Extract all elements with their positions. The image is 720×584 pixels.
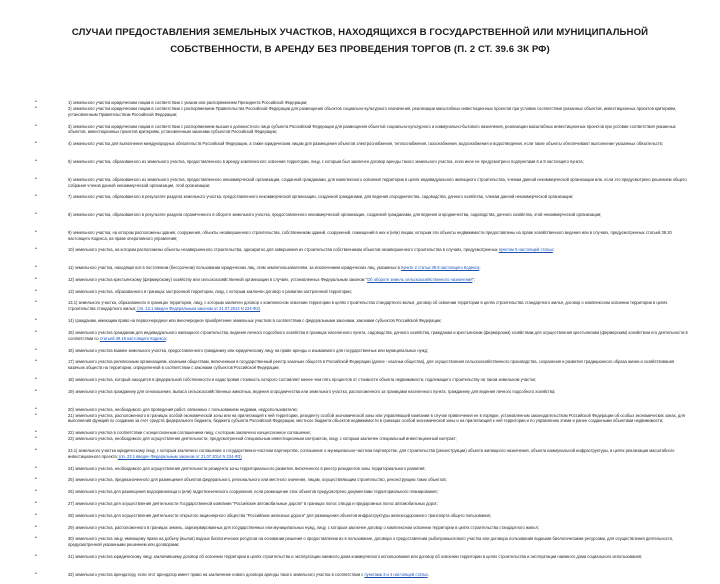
list-item-text: 24) земельного участка, необходимого для осуществления деятельности резидента зоны территориального развития, включенного в реестр резидентов зоны территориального развития; bbox=[68, 465, 426, 471]
list-item bbox=[30, 177, 690, 195]
list-item bbox=[30, 265, 690, 277]
list-item-text: 13.1) земельного участка, образованного в границах территории, лицу, с которым заключен договор о комплексном освоении территории в целях строительства стандартного жилья, договор об освоении территории в целях строительства стандартного жилья, договор о комплексном освоении территории в целях строительства стандартного жилья; bbox=[68, 300, 668, 312]
list-item bbox=[30, 377, 690, 389]
list-item-text: 29) земельного участка, расположенного в границах земель, зарезервированных для государственных или муниципальных нужд, лицу, с которым заключен договор о комплексном освоении территории в целях строительства стандартного жилья; bbox=[68, 524, 539, 530]
list-item bbox=[30, 554, 690, 572]
reference-link[interactable]: пунктами 3 и 4 настоящей статьи bbox=[364, 571, 428, 577]
amendment-note[interactable]: (пп. 13.1 введен Федеральным законом от 21.07.2014 N 224-ФЗ) bbox=[136, 306, 261, 312]
list-item-text: 10) земельного участка, на котором расположены объекты незавершенного строительства, однократно для завершения их строительства собственникам объектов незавершенного строительства в случаях, предусмотренных пунктом 5 настоящей статьи; bbox=[68, 247, 554, 253]
list-item-text: 31) земельного участка юридическому лицу, заключившему договор об освоении территории в целях строительства и эксплуатации наемного дома коммерческого использования или договор об освоении территории в целях строительства и эксплуатации наемного дома социального использования; bbox=[68, 554, 643, 560]
list-item-text: 16) земельного участка взамен земельного участка, предоставленного гражданину или юридическому лицу на праве аренды и изымаемого для государственных или муниципальных нужд; bbox=[68, 347, 428, 353]
list-item bbox=[30, 413, 690, 431]
list-item-text: 7) земельного участка, образованного в результате раздела земельного участка, предоставленного некоммерческой организации, созданной гражданами, для ведения огородничества, садоводства, дачного хозяйства, членам данной некоммерческой организации; bbox=[68, 194, 574, 200]
list-item bbox=[30, 300, 690, 318]
list-item-text: 12) земельного участка крестьянскому (фермерскому) хозяйству или сельскохозяйственной организации в случаях, установленных Федеральным законом "Об обороте земель сельскохозяйственного назначения"; bbox=[68, 276, 476, 282]
list-item-text: 25) земельного участка, предназначенного для размещения объектов федерального, регионального или местного значения, лицам, осуществляющим строительство, реконструкцию таких объектов; bbox=[68, 477, 447, 483]
list-item-text: 28) земельного участка для осуществления деятельности открытого акционерного общества "Российские железные дороги" для размещения объектов инфраструктуры железнодорожного транспорта общего пользования; bbox=[68, 512, 491, 518]
list-item bbox=[30, 489, 690, 501]
list-item bbox=[30, 477, 690, 489]
list-item bbox=[30, 277, 690, 289]
list-item bbox=[30, 389, 690, 407]
list-item bbox=[30, 448, 690, 466]
list-item bbox=[30, 572, 690, 584]
list-item-text: 8) земельного участка, образованного в результате раздела ограниченного в обороте земельного участка, предоставленного некоммерческой организации, созданной гражданами, для ведения огородничества, садоводства, дачного хозяйства, этой некоммерческой организации; bbox=[68, 212, 602, 218]
list-item bbox=[30, 289, 690, 301]
list-item-text: 17) земельного участка религиозным организациям, казачьим обществам, включенным в государственный реестр казачьих обществ в Российской Федерации (далее - казачьи общества), для осуществления сельскохозяйственного производства, сохранения и развития традиционного образа жизни и хозяйствования казачьих обществ на территории, определенной в соответствии с законами субъектов Российской Федерации; bbox=[68, 359, 675, 371]
list-item-text: 11) земельного участка, находящегося в постоянном (бессрочном) пользовании юридических лиц, этим землепользователям, за исключением юридических лиц, указанных в пункте 2 статьи 39.9 настоящего Кодекса; bbox=[68, 265, 481, 271]
list-item bbox=[30, 318, 690, 330]
list-item bbox=[30, 513, 690, 525]
list-item bbox=[30, 436, 690, 448]
list-item-text: 23.1) земельного участка юридическому лицу, с которым заключено соглашение о государственно-частном партнерстве, соглашение о муниципально-частном партнерстве, для строительства (реконструкции) объекта жилищного назначения, объекта коммунальной инфраструктуры, в целях реализации масштабного инвестиционного проекта; bbox=[68, 447, 675, 459]
list-item-text: 32) земельного участка арендатору, если этот арендатор имеет право на заключение нового договора аренды такого земельного участка в соответствии с пунктами 3 и 4 настоящей статьи. bbox=[68, 571, 429, 577]
list-item bbox=[30, 106, 690, 124]
list-item bbox=[30, 212, 690, 230]
list-item-text: 4) земельного участка для выполнения международных обязательств Российской Федерации, а также юридическим лицам для размещения объектов электроснабжения, теплоснабжения, газоснабжения, водоснабжения и водоотведения, если такие объекты обеспечивают выполнение указанных обязательств; bbox=[68, 141, 663, 147]
list-item bbox=[30, 348, 690, 360]
list-item bbox=[30, 230, 690, 248]
list-item-text: 23) земельного участка, необходимого для осуществления деятельности, предусмотренной специальным инвестиционным контрактом, лицу, с которым заключен специальный инвестиционный контракт; bbox=[68, 436, 457, 442]
list-item-text: 19) земельного участка гражданину для сенокошения, выпаса сельскохозяйственных животных, ведения огородничества или земельного участка, расположенного за границами населенного пункта, гражданину для ведения личного подсобного хозяйства; bbox=[68, 388, 556, 394]
list-item-text: 2) земельного участка юридическим лицам в соответствии с распоряжением Правительства Российской Федерации для размещения объектов социально-культурного назначения, реализации масштабных инвестиционных проектов при условии соответствия указанных объектов, инвестиционных проектов критериям, установленным Правительством Российской Федерации; bbox=[68, 105, 677, 117]
list-item-text: 18) земельного участка, который находится в федеральной собственности и кадастровая стоимость которого составляет менее чем пять процентов от стоимости объекта недвижимости, подлежащего строительству на таком земельном участке; bbox=[68, 377, 537, 383]
list-item-text: 3) земельного участка юридическим лицам в соответствии с распоряжением высшего должностного лица субъекта Российской Федерации для размещения объектов социально-культурного и коммунально-бытового назначения, реализации масштабных инвестиционных проектов при условии соответствия указанных объектов, инвестиционных проектов критериям, установленным законами субъектов Российской Федерации; bbox=[68, 123, 676, 135]
list-item-text: 20) земельного участка, необходимого для проведения работ, связанных с пользованием недрами, недропользователю; bbox=[68, 406, 298, 412]
reference-link[interactable]: статьей 39.18 настоящего Кодекса bbox=[99, 335, 166, 341]
list-item bbox=[30, 194, 690, 212]
list-item-text: 15) земельного участка гражданам для индивидуального жилищного строительства, ведения личного подсобного хозяйства в границах населенного пункта, садоводства, дачного хозяйства, гражданам и крестьянским (фермерским) хозяйствам для осуществления крестьянским (фермерским) хозяйством его деятельности в соответствии со статьей 39.18 настоящего Кодекса; bbox=[68, 329, 688, 341]
list-item bbox=[30, 466, 690, 478]
reference-link[interactable]: пунктом 5 настоящей статьи bbox=[498, 247, 553, 253]
list-item-text: 5) земельного участка, образованного из земельного участка, предоставленного в аренду комплексного освоения территории, лицу, с которым был заключен договор аренды такого земельного участка, если иное не предусмотрено подпунктами 6 и 8 настоящего пункта; bbox=[68, 158, 584, 164]
page-title: СЛУЧАИ ПРЕДОСТАВЛЕНИЯ ЗЕМЕЛЬНЫХ УЧАСТКОВ, НАХОДЯЩИХСЯ В ГОСУДАРСТВЕННОЙ ИЛИ МУНИЦИПАЛЬНОЙ СОБСТВЕННОСТИ, В АРЕНДУ БЕЗ ПРОВЕДЕНИЯ ТОРГОВ (П. 2 СТ. 39.6 ЗК РФ) bbox=[71, 27, 649, 55]
list-item-text: 14) гражданам, имеющим право на первоочередное или внеочередное приобретение земельных участков в соответствии с федеральными законами, законами субъектов Российской Федерации; bbox=[68, 318, 442, 324]
list-item-text: 22) земельного участка в соответствии с концессионным соглашением лицу, с которым заключено концессионное соглашение; bbox=[68, 430, 311, 436]
list-item bbox=[30, 124, 690, 142]
list-item-text: 9) земельного участка, на котором расположены здания, сооружения, объекты незавершенного строительства, собственникам зданий, сооружений, помещений в них и (или) лицам, которым эти объекты недвижимости предоставлены на праве хозяйственного ведения или в случаях, предусмотренных статьей 39.20 настоящего Кодекса, на праве оперативного управления; bbox=[68, 229, 672, 241]
list-item-text: 6) земельного участка, образованного из земельного участка, предоставленного некоммерческой организации, созданной гражданами, для комплексного освоения территории в целях индивидуального жилищного строительства, членам данной некоммерческой организации или, если это предусмотрено решением общего собрания членов данной некоммерческой организации, этой организации; bbox=[68, 176, 687, 188]
reference-link[interactable]: Об обороте земель сельскохозяйственного назначения bbox=[367, 276, 473, 282]
list-item-text: 1) земельного участка юридическим лицам в соответствии с указом или распоряжением Президента Российской Федерации; bbox=[68, 100, 308, 105]
list-item-text: 27) земельного участка для осуществления деятельности Государственной компании "Российские автомобильные дороги" в границах полос отвода и придорожных полос автомобильных дорог; bbox=[68, 500, 439, 506]
list-item bbox=[30, 501, 690, 513]
list-item bbox=[30, 330, 690, 348]
list-item-text: 21) земельного участка, расположенного в границах особой экономической зоны или на прилегающей к ней территории, резиденту особой экономической зоны или управляющей компании в случае привлечения ее в порядке, установленном законодательством Российской Федерации об особых экономических зонах, для выполнения функций по созданию за счет средств федерального бюджета, бюджета субъекта Российской Федерации, местного бюджета объектов недвижимости в границах особой экономической зоны и на прилегающей к ней территории и по управлению этими и ранее созданными объектами недвижимости; bbox=[68, 412, 685, 424]
list-item bbox=[30, 359, 690, 377]
reference-link[interactable]: пункте 2 статьи 39.9 настоящего Кодекса bbox=[400, 265, 480, 271]
list-item bbox=[30, 525, 690, 537]
list-item bbox=[30, 247, 690, 265]
list-item-text: 13) земельного участка, образованного в границах застроенной территории, лицу, с которым заключен договор о развитии застроенной территории; bbox=[68, 288, 352, 294]
list-item-text: 26) земельного участка для размещения водохранилища и (или) гидротехнического сооружения, если размещение этих объектов предусмотрено документами территориального планирования; bbox=[68, 489, 438, 495]
list-item-text: 30) земельного участка лицу, имеющему право на добычу (вылов) водных биологических ресурсов на основании решения о предоставлении их в пользование, договора о предоставлении рыбопромыслового участка или договора пользования водными биологическими ресурсами, для осуществления деятельности, предусмотренной указанными решением или договорами; bbox=[68, 536, 674, 548]
list-item bbox=[30, 141, 690, 159]
cases-list bbox=[30, 100, 690, 577]
list-item bbox=[30, 159, 690, 177]
amendment-note[interactable]: (пп. 23.1 введен Федеральным законом от 21.07.2014 N 224-ФЗ) bbox=[117, 453, 242, 459]
list-item bbox=[30, 536, 690, 554]
